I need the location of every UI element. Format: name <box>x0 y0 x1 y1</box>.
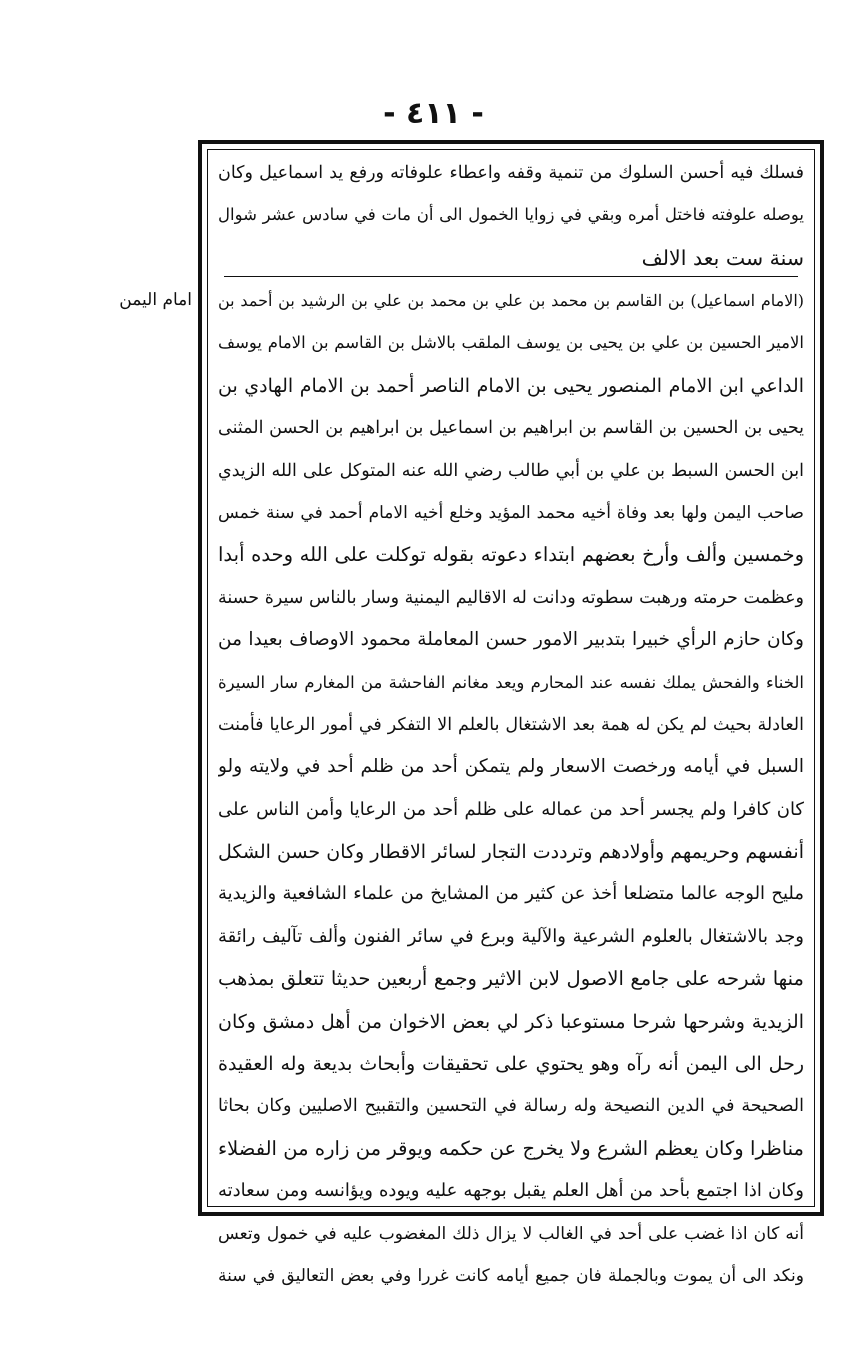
margin-note: امام اليمن <box>119 290 192 310</box>
text-line: الخناء والفحش يملك نفسه عند المحارم ويعد مغانم الفاحشة من المغارم سار السيرة <box>218 672 804 692</box>
text-line: رحل الى اليمن أنه رآه وهو يحتوي على تحقيقات وأبحاث بديعة وله العقيدة <box>218 1053 804 1076</box>
text-line: منها شرحه على جامع الاصول لابن الاثير وجمع أربعين حديثا تتعلق بمذهب <box>218 967 804 991</box>
text-line: وجد بالاشتغال بالعلوم الشرعية والآلية وبرع في سائر الفنون وألف تآليف رائقة <box>218 925 804 947</box>
text-line: صاحب اليمن ولها بعد وفاة أخيه محمد المؤيد وخلع أخيه الامام أحمد في سنة خمس <box>218 502 804 523</box>
text-line: الامير الحسين بن علي بن يحيى بن يوسف الملقب بالاشل بن القاسم بن الامام يوسف <box>218 333 804 353</box>
text-line: مناظرا وكان يعظم الشرع ولا يخرج عن حكمه ويوقر من زاره من الفضلاء <box>218 1136 804 1160</box>
text-frame <box>198 140 824 1286</box>
main-paragraph <box>218 280 804 1297</box>
text-line: الداعي ابن الامام المنصور يحيى بن الامام الناصر أحمد بن الامام الهادي بن <box>218 374 804 397</box>
text-line: الزيدية وشرحها شرحا مستوعبا ذكر لي بعض الاخوان من أهل دمشق وكان <box>218 1010 804 1033</box>
text-line: فسلك فيه أحسن السلوك من تنمية وقفه واعطاء علوفاته ورفع يد اسماعيل وكان <box>218 163 804 183</box>
text-line: مليح الوجه عالما متضلعا أخذ عن كثير من المشايخ من علماء الشافعية والزيدية <box>218 883 804 905</box>
section-divider <box>224 276 798 277</box>
text-line: (الامام اسماعيل) بن القاسم بن محمد بن علي بن محمد بن علي بن الرشيد بن أحمد بن <box>218 291 804 310</box>
text-line: وكان اذا اجتمع بأحد من أهل العلم يقبل بوجهه عليه ويوده ويؤانسه ومن سعادته <box>218 1180 804 1202</box>
text-line: السبل في أيامه ورخصت الاسعار ولم يتمكن أحد من ظلم أحد في ولايته ولو <box>218 756 804 778</box>
top-paragraph <box>218 152 804 279</box>
text-line: أنفسهم وحريمهم وأولادهم وترددت التجار لسائر الاقطار وكان حسن الشكل <box>218 841 804 864</box>
text-line: ابن الحسن السبط بن علي بن أبي طالب رضي الله عنه المتوكل على الله الزيدي <box>218 460 804 481</box>
text-line: ونكد الى أن يموت وبالجملة فان جميع أيامه كانت غررا وفي بعض التعاليق في سنة <box>218 1265 804 1286</box>
text-line: سنة ست بعد الالف <box>641 245 804 270</box>
page-number: - ٤١١ - <box>383 96 484 131</box>
text-line: العادلة بحيث لم يكن له همة بعد الاشتغال بالعلم الا التفكر في أمور الرعايا فأمنت <box>218 714 804 735</box>
text-line: أنه كان اذا غضب على أحد في الغالب لا يزال ذلك المغضوب عليه في خمول وتعس <box>218 1223 804 1244</box>
text-line: الصحيحة في الدين النصيحة وله رسالة في التحسين والتقبيح الاصليين وكان بحاثا <box>218 1096 804 1117</box>
text-line: وكان حازم الرأي خبيرا بتدبير الامور حسن المعاملة محمود الاوصاف بعيدا من <box>218 629 804 651</box>
text-line: كان كافرا ولم يجسر أحد من عماله على ظلم أحد من الرعايا وأمن الناس على <box>218 798 804 820</box>
text-line: يحيى بن الحسين بن القاسم بن ابراهيم بن اسماعيل بن ابراهيم بن الحسن المثنى <box>218 418 804 439</box>
text-line: وخمسين وألف وأرخ بعضهم ابتداء دعوته بقوله توكلت على الله وحده أبدا <box>218 543 804 567</box>
text-line: يوصله علوفته فاختل أمره وبقي في زوايا الخمول الى أن مات في سادس عشر شوال <box>218 205 804 225</box>
text-line: وعظمت حرمته ورهبت سطوته ودانت له الاقاليم اليمنية وسار بالناس سيرة حسنة <box>218 587 804 608</box>
